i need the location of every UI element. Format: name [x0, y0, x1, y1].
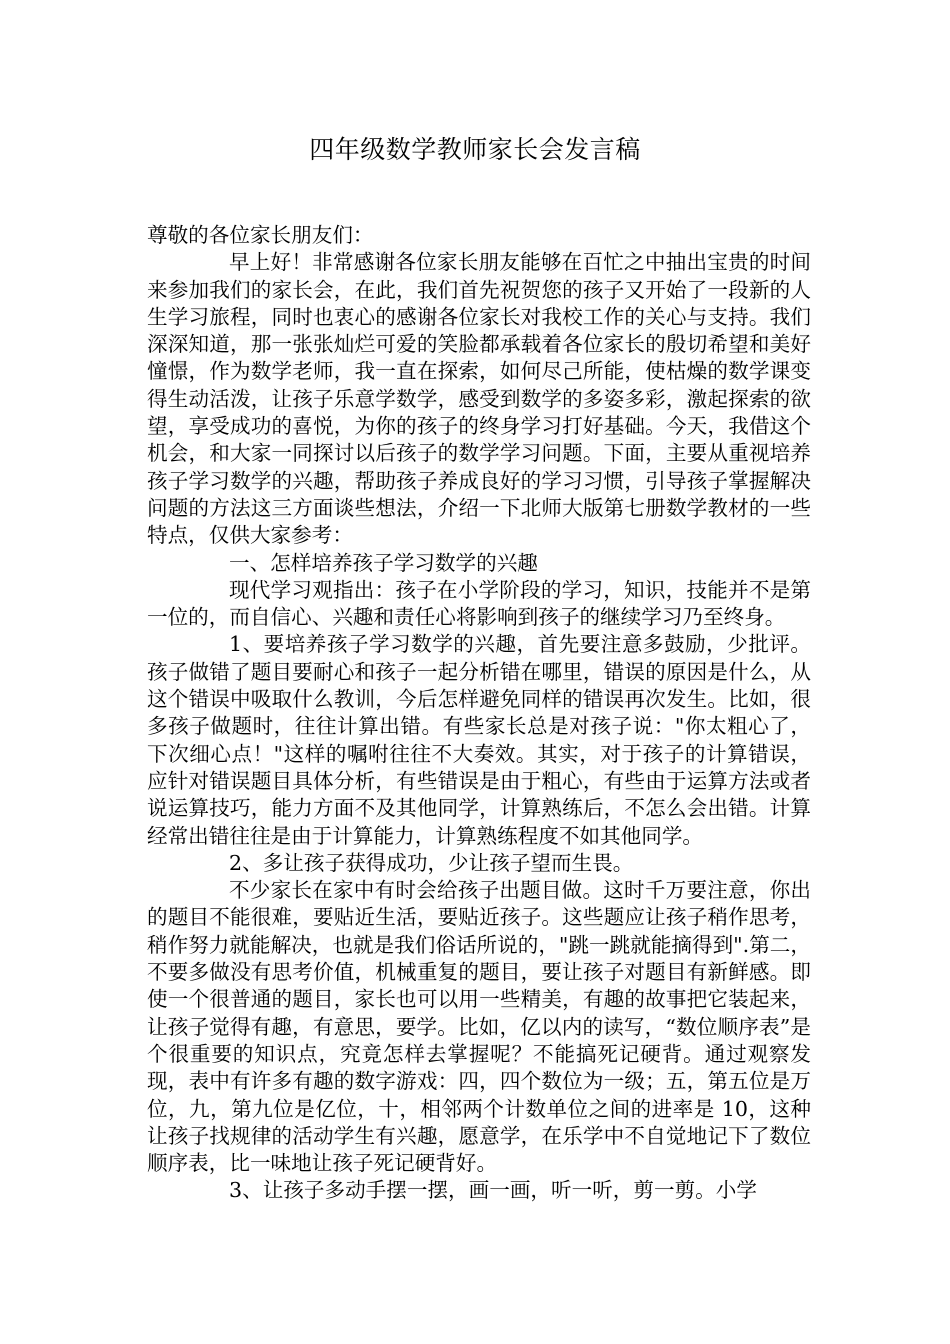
paragraph-point-1: 1、要培养孩子学习数学的兴趣，首先要注意多鼓励，少批评。孩子做错了题目要耐心和孩子一起分析错在哪里，错误的原因是什么，从这个错误中吸取什么教训，今后怎样避免同样的错误再次发生。比如，很多孩子做题时，往往计算出错。有些家长总是对孩子说："你太粗心了，下次细心点！"这样的嘱咐往往不大奏效。其实，对于孩子的计算错误，应针对错误题目具体分析，有些错误是由于粗心，有些由于运算方法或者说运算技巧，能力方面不及其他同学，计算熟练后，不怎么会出错。计算经常出错往往是由于计算能力，计算熟练程度不如其他同学。	[147, 632, 811, 848]
paragraph-learning-view: 现代学习观指出：孩子在小学阶段的学习，知识，技能并不是第一位的，而自信心、兴趣和责任心将影响到孩子的继续学习乃至终身。	[147, 577, 811, 630]
paragraph-point-2-body: 不少家长在家中有时会给孩子出题目做。这时千万要注意，你出的题目不能很难，要贴近生活，要贴近孩子。这些题应让孩子稍作思考，稍作努力就能解决，也就是我们俗话所说的，"跳一跳就能摘得到".第二，不要多做没有思考价值，机械重复的题目，要让孩子对题目有新鲜感。即使一个很普通的题目，家长也可以用一些精美，有趣的故事把它装起来，让孩子觉得有趣，有意思，要学。比如，亿以内的读写，“数位顺序表”是个很重要的知识点，究竟怎样去掌握呢？不能搞死记硬背。通过观察发现，表中有许多有趣的数字游戏：四，四个数位为一级；五，第五位是万位，九，第九位是亿位，十，相邻两个计数单位之间的进率是 10，这种让孩子找规律的活动学生有兴趣，愿意学，在乐学中不自觉地记下了数位顺序表，比一味地让孩子死记硬背好。	[147, 878, 811, 1176]
salutation: 尊敬的各位家长朋友们：	[147, 223, 374, 247]
section-heading-1: 一、怎样培养孩子学习数学的兴趣	[229, 550, 538, 575]
document-title: 四年级数学教师家长会发言稿	[309, 135, 641, 164]
document-body	[147, 222, 811, 1205]
paragraph-point-3: 3、让孩子多动手摆一摆，画一画，听一听，剪一剪。小学	[229, 1178, 757, 1203]
paragraph-greeting: 早上好！非常感谢各位家长朋友能够在百忙之中抽出宝贵的时间来参加我们的家长会，在此，我们首先祝贺您的孩子又开始了一段新的人生学习旅程，同时也衷心的感谢各位家长对我校工作的关心与支持。我们深深知道，那一张张灿烂可爱的笑脸都承载着各位家长的殷切希望和美好憧憬，作为数学老师，我一直在探索，如何尽己所能，使枯燥的数学课变得生动活泼，让孩子乐意学数学，感受到数学的多姿多彩，激起探索的欲望，享受成功的喜悦，为你的孩子的终身学习打好基础。今天，我借这个机会，和大家一同探讨以后孩子的数学学习问题。下面，主要从重视培养孩子学习数学的兴趣，帮助孩子养成良好的学习习惯，引导孩子掌握解决问题的方法这三方面谈些想法，介绍一下北师大版第七册数学教材的一些特点，仅供大家参考：	[147, 250, 811, 548]
paragraph-point-2-heading: 2、多让孩子获得成功，少让孩子望而生畏。	[229, 850, 634, 875]
